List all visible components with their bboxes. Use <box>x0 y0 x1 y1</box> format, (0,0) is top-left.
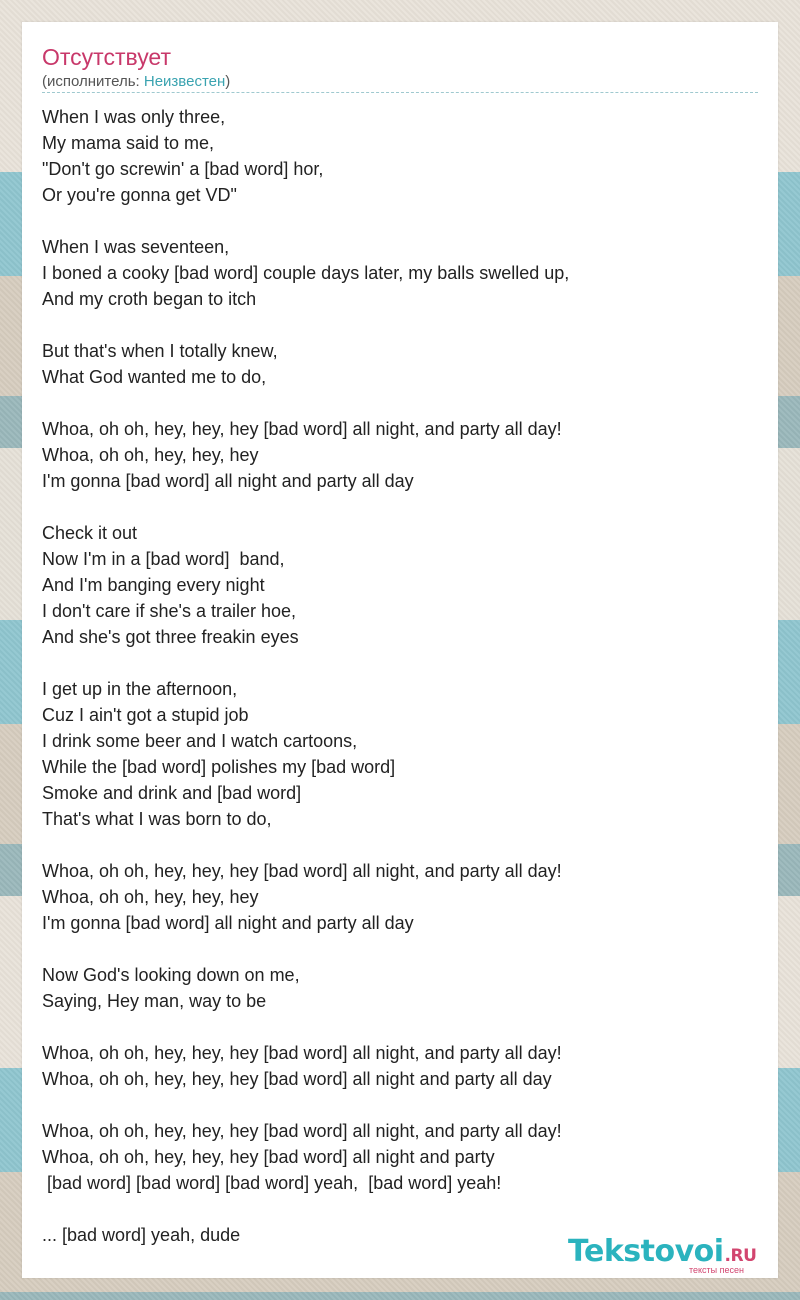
lyric-blank-line <box>42 1014 762 1040</box>
lyric-line: Whoa, oh oh, hey, hey, hey <box>42 887 259 907</box>
lyric-blank-line <box>42 832 762 858</box>
lyric-line: And she's got three freakin eyes <box>42 627 299 647</box>
lyric-line: I'm gonna [bad word] all night and party all day <box>42 471 414 491</box>
lyric-blank-line <box>42 650 762 676</box>
lyric-line: What God wanted me to do, <box>42 367 267 387</box>
lyric-blank-line <box>42 936 762 962</box>
lyric-line: I get up in the afternoon, <box>42 679 238 699</box>
logo-text <box>568 1234 756 1269</box>
lyric-blank-line <box>42 1196 762 1222</box>
artist-link[interactable]: Неизвестен <box>143 73 226 90</box>
lyric-line: ... [bad word] yeah, dude <box>42 1225 241 1245</box>
lyric-line: When I was seventeen, <box>42 237 230 257</box>
lyric-blank-line <box>42 494 762 520</box>
lyric-line: When I was only three, <box>42 107 226 127</box>
lyric-line: Smoke and drink and [bad word] <box>42 783 302 803</box>
lyric-line: I drink some beer and I watch cartoons, <box>42 731 358 751</box>
lyric-line: Now I'm in a [bad word] band, <box>42 549 285 569</box>
lyric-line: Check it out <box>42 523 138 543</box>
lyric-line: And I'm banging every night <box>42 575 265 595</box>
lyric-blank-line <box>42 208 762 234</box>
logo-main-text: Tekstovoi <box>568 1234 724 1269</box>
lyric-line: Now God's looking down on me, <box>42 965 300 985</box>
lyric-line: I boned a cooky [bad word] couple days later, my balls swelled up, <box>42 263 570 283</box>
lyric-blank-line <box>42 390 762 416</box>
lyric-line: Saying, Hey man, way to be <box>42 991 267 1011</box>
lyric-line: While the [bad word] polishes my [bad word] <box>42 757 396 777</box>
artist-prefix: (исполнитель: <box>42 73 144 90</box>
lyric-line: Whoa, oh oh, hey, hey, hey [bad word] all night, and party all day! <box>42 419 562 439</box>
lyric-line: Or you're gonna get VD" <box>42 185 237 205</box>
logo-tld: .RU <box>724 1246 757 1266</box>
lyrics-body <box>42 104 762 1248</box>
lyric-line: Cuz I ain't got a stupid job <box>42 705 249 725</box>
lyric-line: Whoa, oh oh, hey, hey, hey [bad word] all night, and party all day! <box>42 1121 562 1141</box>
lyric-line: Whoa, oh oh, hey, hey, hey [bad word] all night and party all day <box>42 1069 552 1089</box>
lyric-line: My mama said to me, <box>42 133 215 153</box>
artist-line <box>42 73 230 90</box>
song-title: Отсутствует <box>42 44 171 70</box>
lyric-line: And my croth began to itch <box>42 289 257 309</box>
lyrics-card <box>22 22 778 1278</box>
tekstovoi-logo[interactable] <box>568 1234 774 1278</box>
lyric-line: Whoa, oh oh, hey, hey, hey [bad word] all night, and party all day! <box>42 1043 562 1063</box>
lyric-line: I'm gonna [bad word] all night and party all day <box>42 913 414 933</box>
artist-suffix: ) <box>225 73 231 90</box>
lyric-line: Whoa, oh oh, hey, hey, hey [bad word] all night, and party all day! <box>42 861 562 881</box>
lyric-line: Whoa, oh oh, hey, hey, hey [bad word] all night and party <box>42 1147 495 1167</box>
lyric-line: Whoa, oh oh, hey, hey, hey <box>42 445 259 465</box>
logo-tagline: тексты песен <box>688 1265 744 1275</box>
lyric-line: I don't care if she's a trailer hoe, <box>42 601 297 621</box>
lyric-blank-line <box>42 312 762 338</box>
lyric-line: But that's when I totally knew, <box>42 341 278 361</box>
lyric-blank-line <box>42 1092 762 1118</box>
lyric-line: "Don't go screwin' a [bad word] hor, <box>42 159 324 179</box>
lyric-line: [bad word] [bad word] [bad word] yeah, [bad word] yeah! <box>42 1173 502 1193</box>
dashed-divider <box>42 92 758 93</box>
lyric-line: That's what I was born to do, <box>42 809 272 829</box>
